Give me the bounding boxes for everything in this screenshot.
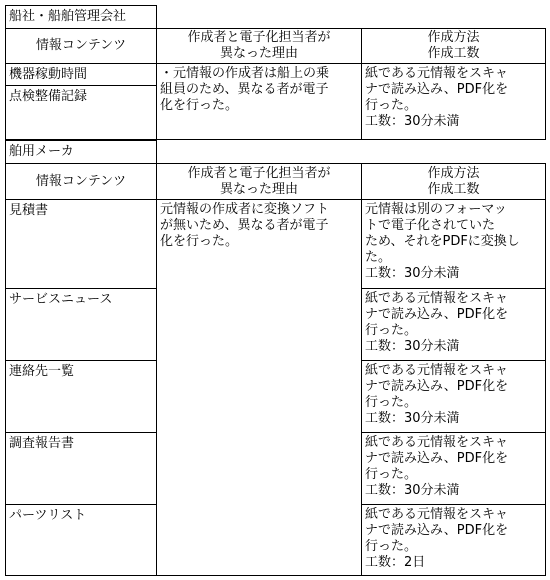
method-line: た。	[365, 250, 392, 265]
section2-row-1-method	[361, 199, 546, 289]
section1-reason	[156, 63, 362, 140]
section2-row-3-method	[361, 360, 546, 433]
section2-header-method	[361, 163, 546, 200]
section2-row-5-method	[361, 504, 546, 576]
method-line: 工数：2日	[365, 555, 426, 570]
section1-header-method	[361, 28, 546, 64]
method-line: 工数：30分未満	[365, 114, 460, 129]
reason-line: 元情報の作成者に変換ソフト	[160, 202, 330, 217]
section1-title: 船社・船舶管理会社	[9, 9, 127, 24]
method-line: 工数：30分未満	[365, 483, 460, 498]
item-label: パーツリスト	[9, 508, 87, 523]
method-line: 工数：30分未満	[365, 266, 460, 281]
item-label: 点検整備記録	[9, 89, 88, 104]
item-label: 機器稼動時間	[9, 67, 88, 82]
section1-item-1	[5, 63, 157, 86]
section1-header-contents	[5, 28, 157, 64]
section2-row-3-item	[5, 360, 157, 433]
section1-item-2	[5, 85, 157, 140]
section1-method	[361, 63, 546, 140]
method-line: ナで読み込み、PDF化を	[365, 523, 509, 538]
method-line: ナで読み込み、PDF化を	[365, 82, 509, 97]
section2-row-2-method	[361, 288, 546, 361]
section2-row-4-item	[5, 432, 157, 505]
method-line: 工数：30分未満	[365, 339, 460, 354]
header-reason-line1: 作成者と電子化担当者が	[187, 30, 331, 45]
method-line: 行った。	[365, 98, 418, 113]
header-reason-line2: 異なった理由	[219, 181, 298, 197]
header-contents-label: 情報コンテンツ	[35, 173, 127, 189]
method-line: 行った。	[365, 467, 418, 482]
method-line: 紙である元情報をスキャ	[365, 435, 509, 450]
item-label: 連絡先一覧	[9, 364, 75, 379]
header-method-line2: 作成工数	[427, 181, 480, 197]
method-line: ナで読み込み、PDF化を	[365, 307, 509, 322]
section2-row-4-method	[361, 432, 546, 505]
item-label: サービスニュース	[9, 292, 113, 307]
header-method-line1: 作成方法	[427, 165, 480, 181]
method-line: 紙である元情報をスキャ	[365, 363, 509, 378]
section1-header-reason	[156, 28, 362, 64]
header-method-line2: 作成工数	[427, 46, 480, 61]
section2-header-reason	[156, 163, 362, 200]
method-line: 紙である元情報をスキャ	[365, 507, 509, 522]
method-line: 元情報は別のフォーマッ	[365, 202, 507, 217]
method-line: 行った。	[365, 323, 418, 338]
method-line: ナで読み込み、PDF化を	[365, 451, 509, 466]
header-reason-line1: 作成者と電子化担当者が	[187, 165, 331, 181]
header-contents-label: 情報コンテンツ	[35, 38, 127, 53]
item-label: 見積書	[9, 203, 49, 218]
method-line: 紙である元情報をスキャ	[365, 66, 509, 81]
method-line: 行った。	[365, 395, 418, 410]
header-reason-line2: 異なった理由	[219, 46, 298, 61]
method-line: 行った。	[365, 539, 418, 554]
section2-reason	[156, 199, 362, 576]
section2-title-cell	[5, 140, 157, 164]
reason-line: 組員のため、異なる者が電子	[160, 82, 329, 97]
section1-title-cell	[5, 5, 157, 29]
section2-header-contents	[5, 163, 157, 200]
method-line: トで電子化されていた	[365, 218, 496, 233]
method-line: ナで読み込み、PDF化を	[365, 379, 509, 394]
method-line: 工数：30分未満	[365, 411, 460, 426]
header-method-line1: 作成方法	[427, 30, 480, 45]
section2-row-5-item	[5, 504, 157, 576]
section2-row-1-item	[5, 199, 157, 289]
section2-title: 舶用メーカ	[9, 144, 74, 159]
item-label: 調査報告書	[9, 436, 75, 451]
reason-line: が無いため、異なる者が電子	[160, 218, 329, 233]
reason-line: 化を行った。	[160, 98, 239, 113]
method-line: ため、それをPDFに変換し	[365, 234, 520, 249]
reason-line: 化を行った。	[160, 234, 239, 249]
reason-line: ・元情報の作成者は船上の乗	[160, 66, 330, 81]
section2-row-2-item	[5, 288, 157, 361]
method-line: 紙である元情報をスキャ	[365, 291, 509, 306]
